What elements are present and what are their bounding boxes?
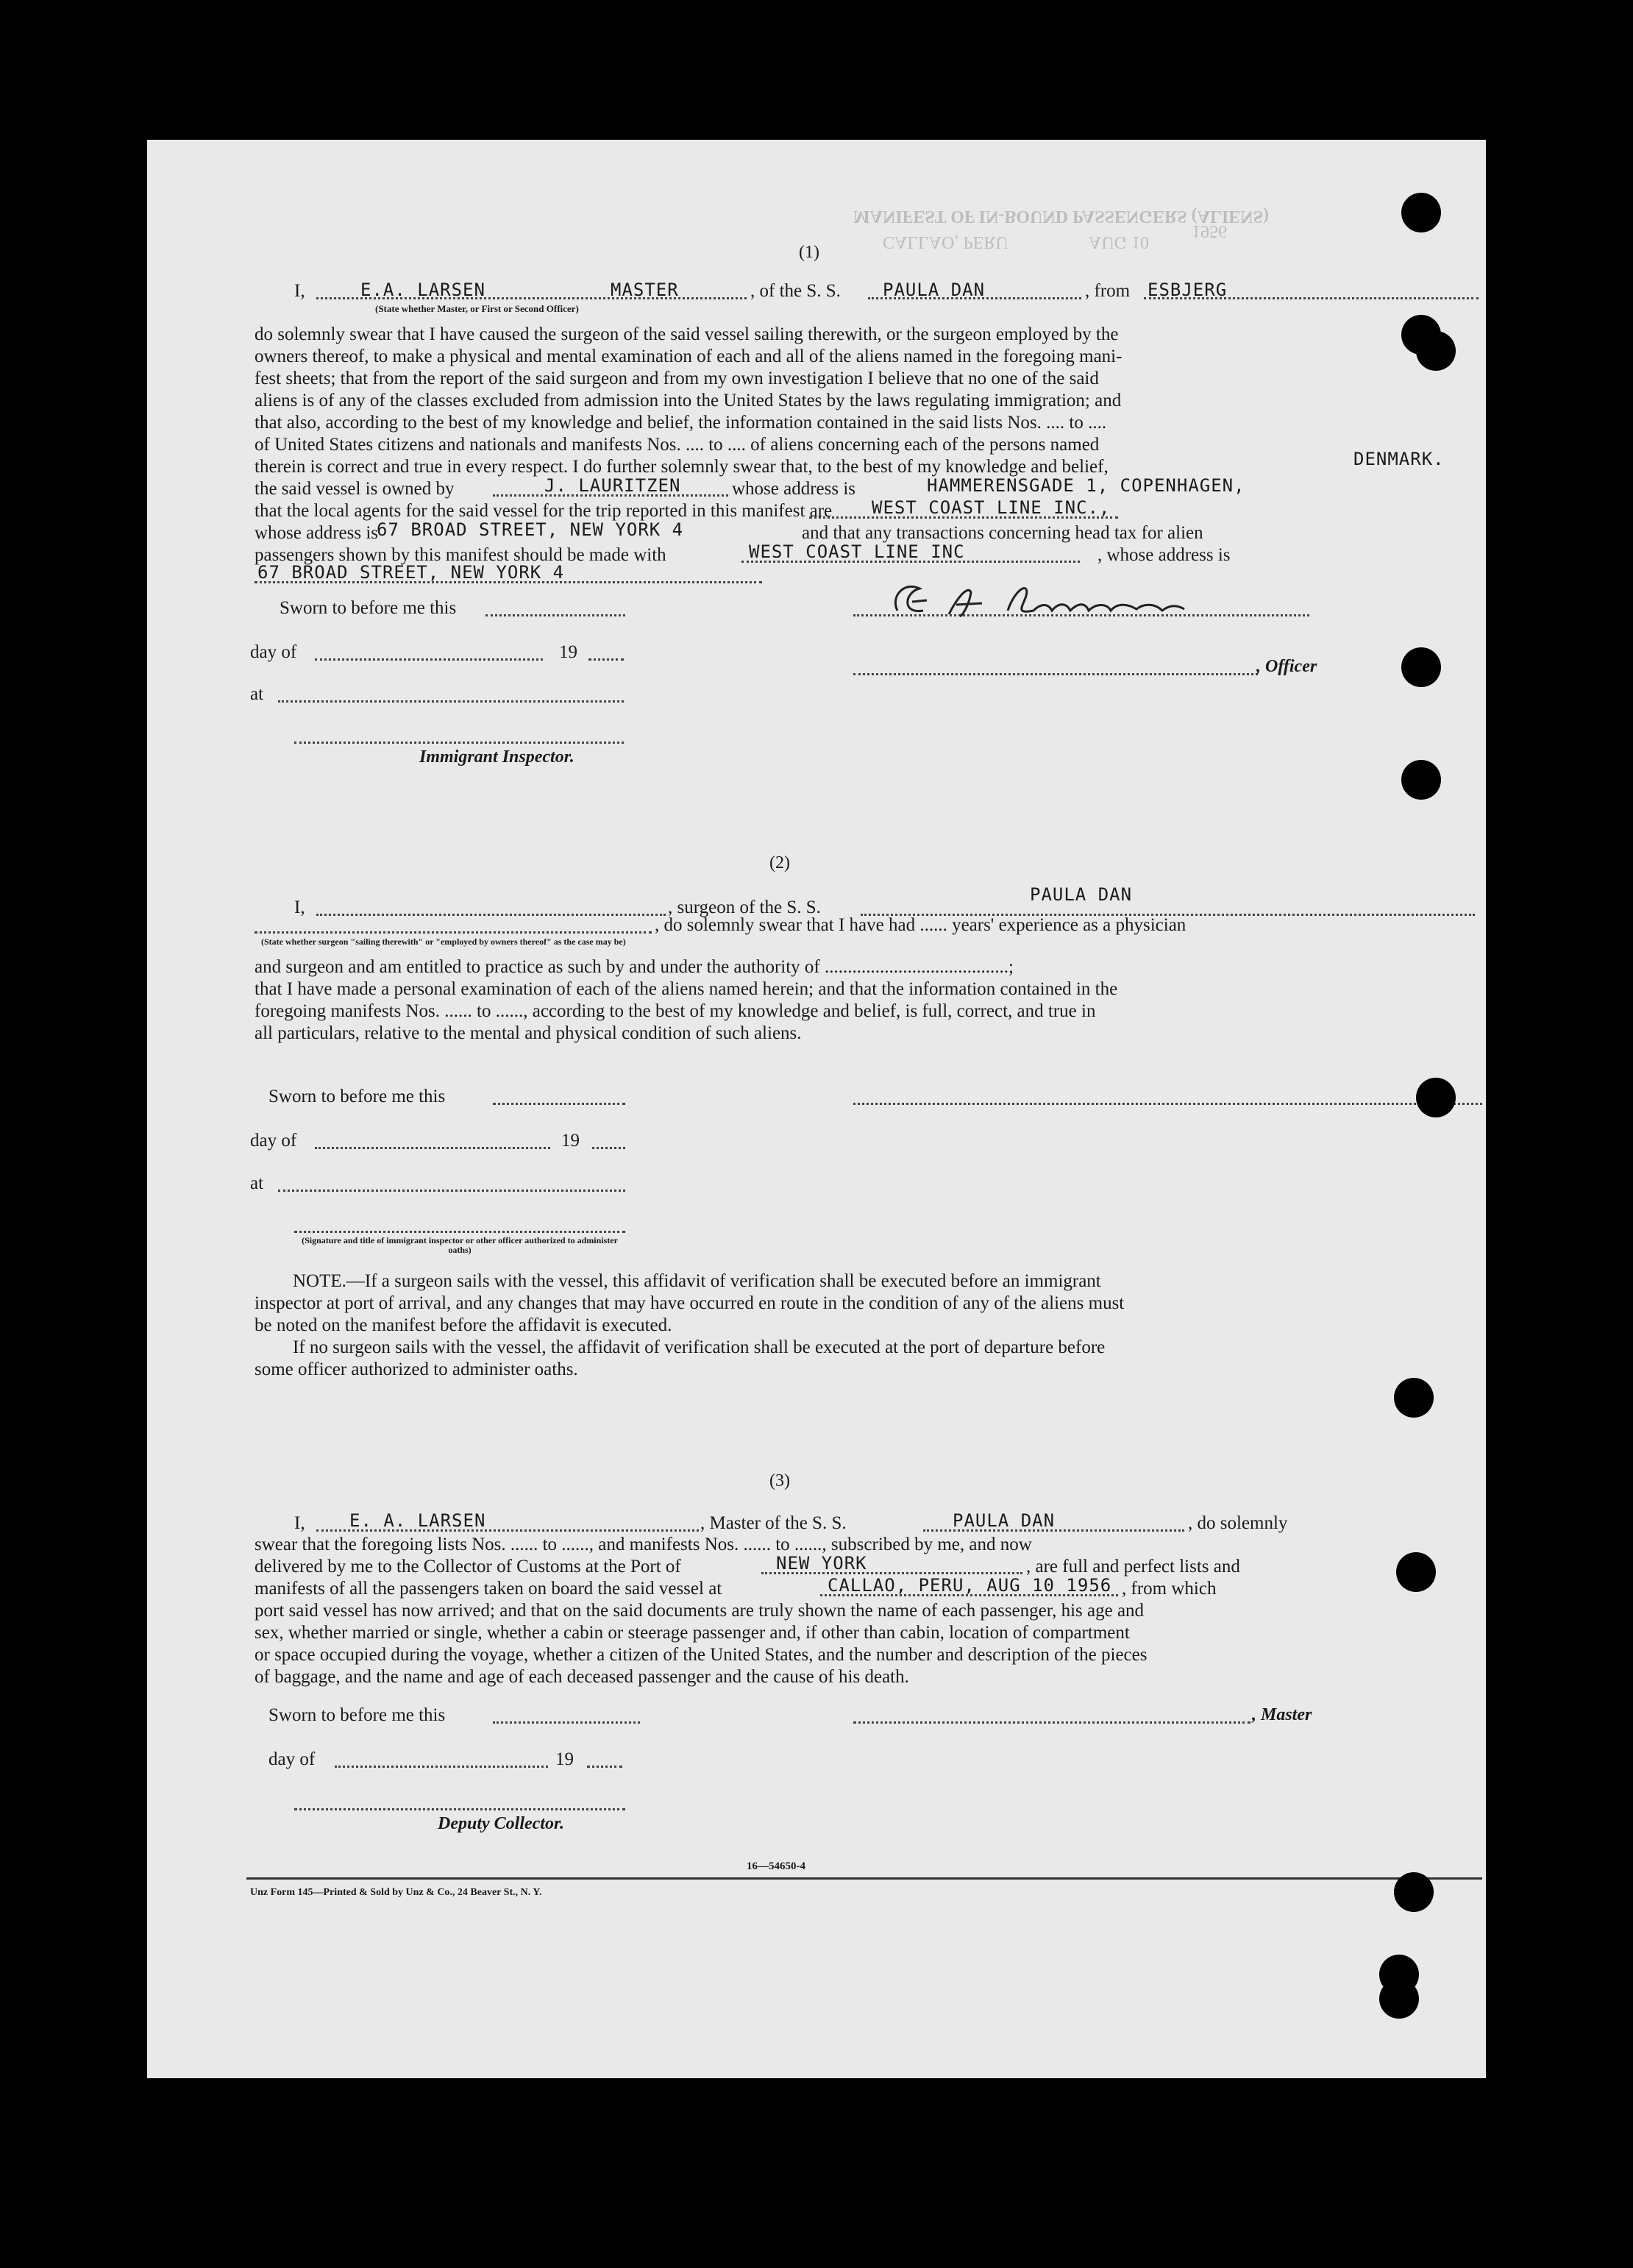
s1-whose-address-end: , whose address is xyxy=(1097,545,1231,565)
s2-inspector-line xyxy=(294,1231,625,1233)
bleed-through-port: CALLAO, PERU xyxy=(883,232,1008,252)
s1-master-name: E.A. LARSEN xyxy=(360,280,485,300)
footer-imprint: Unz Form 145—Printed & Sold by Unz & Co., 24 Beaver St., N. Y. xyxy=(250,1887,542,1898)
s1-i: I, xyxy=(294,281,305,301)
s1-owned-by-label: the said vessel is owned by xyxy=(255,479,455,499)
s1-inspector: Immigrant Inspector. xyxy=(419,747,574,767)
bleed-through-header: MANIFEST OF IN-BOUND PASSENGERS (ALIENS) xyxy=(853,207,1269,226)
s1-of-ss: , of the S. S. xyxy=(750,281,841,301)
s3-delivered: delivered by me to the Collector of Customs at the Port of xyxy=(255,1557,681,1576)
footer-rule xyxy=(246,1877,1482,1880)
s3-master-of: , Master of the S. S. xyxy=(700,1513,847,1533)
s2-state-note: (State whether surgeon "sailing therewith" or "employed by owners thereof" as the case may be) xyxy=(261,936,626,947)
s1-at-line xyxy=(278,700,624,703)
s1-head-tax-text: and that any transactions concerning head tax for alien xyxy=(802,523,1203,543)
s2-signature-note: (Signature and title of immigrant inspector or other officer authorized to administer oaths) xyxy=(302,1235,618,1255)
s2-note-line: some officer authorized to administer oaths. xyxy=(255,1359,578,1379)
s1-agent-address-label: whose address is xyxy=(255,523,379,543)
s3-line2: swear that the foregoing lists Nos. ...... to ......, and manifests Nos. ...... to ......, subscribed by me, and now xyxy=(255,1535,1032,1554)
punch-hole xyxy=(1394,1378,1434,1418)
s1-owner-address: HAMMERENSGADE 1, COPENHAGEN, xyxy=(927,475,1245,496)
s3-vessel: PAULA DAN xyxy=(953,1510,1056,1531)
s2-signature-line xyxy=(853,1103,1482,1105)
s2-day-line xyxy=(315,1147,550,1149)
s1-day-line xyxy=(315,658,543,661)
s3-manifests-end: , from which xyxy=(1122,1579,1217,1599)
s1-year-line xyxy=(588,658,624,661)
s2-vessel: PAULA DAN xyxy=(1030,884,1133,905)
s1-inspector-line xyxy=(294,742,624,744)
s2-day-of: day of xyxy=(250,1131,297,1151)
punch-hole xyxy=(1394,1872,1434,1912)
document-sheet xyxy=(147,140,1486,2078)
s2-at: at xyxy=(250,1173,264,1193)
s1-line: aliens is of any of the classes excluded from admission into the United States by the laws regulating immigration; and xyxy=(255,391,1122,410)
punch-hole xyxy=(1401,193,1441,232)
s2-type-line xyxy=(255,931,652,934)
section-3-number: (3) xyxy=(769,1471,790,1490)
s1-line: of United States citizens and nationals and manifests Nos. .... to .... of aliens concerning each of the persons named xyxy=(255,435,1100,455)
s3-master-sign-line xyxy=(853,1721,1250,1724)
bleed-through-date: AUG 10 xyxy=(1089,232,1149,252)
s1-vessel: PAULA DAN xyxy=(883,280,986,300)
s2-line: that I have made a personal examination of each of the aliens named herein; and that the information contained in the xyxy=(255,979,1118,999)
s3-manifests: manifests of all the passengers taken on board the said vessel at xyxy=(255,1579,722,1599)
s1-officer-line xyxy=(853,673,1258,675)
s3-line: or space occupied during the voyage, whether a citizen of the United States, and the number and description of the pieces xyxy=(255,1645,1148,1665)
section-1-number: (1) xyxy=(799,243,819,262)
s1-whose-address: whose address is xyxy=(732,479,856,499)
s1-from: , from xyxy=(1085,281,1131,301)
s2-line: all particulars, relative to the mental and physical condition of such aliens. xyxy=(255,1023,802,1043)
punch-hole xyxy=(1416,331,1456,371)
s1-line: therein is correct and true in every respect. I do further solemnly swear that, to the best of my knowledge and belief, xyxy=(255,457,1109,477)
s2-line: foregoing manifests Nos. ...... to ......, according to the best of my knowledge and belief, is full, correct, and true in xyxy=(255,1001,1096,1021)
s1-year: 19 xyxy=(559,642,577,662)
s1-passengers-text: passengers shown by this manifest should be made with xyxy=(255,545,666,565)
s2-year-line xyxy=(592,1147,625,1149)
s1-agents-label: that the local agents for the said vessel for the trip reported in this manifest are xyxy=(255,501,833,521)
s2-note-line: NOTE.—If a surgeon sails with the vessel, this affidavit of verification shall be executed before an immigrant xyxy=(293,1271,1101,1291)
s2-note xyxy=(255,1270,1487,1381)
s2-swear-text: , do solemnly swear that I have had ...... years' experience as a physician xyxy=(655,915,1186,935)
s1-head-tax-address: 67 BROAD STREET, NEW YORK 4 xyxy=(257,562,565,583)
s3-year: 19 xyxy=(555,1749,574,1769)
s3-deputy-line xyxy=(294,1808,625,1810)
s3-master-label: , Master xyxy=(1252,1705,1312,1724)
s3-line: sex, whether married or single, whether a cabin or steerage passenger and, if other than cabin, location of compartment xyxy=(255,1623,1130,1643)
s1-from-port: ESBJERG xyxy=(1148,280,1228,300)
s1-line: owners thereof, to make a physical and mental examination of each and all of the aliens named in the foregoing mani- xyxy=(255,346,1123,366)
s3-solemnly: , do solemnly xyxy=(1188,1513,1288,1533)
s1-paragraph xyxy=(255,324,1487,478)
s2-year: 19 xyxy=(561,1131,580,1151)
s1-line: fest sheets; that from the report of the said surgeon and from my own investigation I believe that no one of the said xyxy=(255,369,1099,388)
s3-deputy: Deputy Collector. xyxy=(438,1814,564,1833)
s2-at-line xyxy=(278,1190,625,1192)
punch-hole xyxy=(1379,1979,1419,2019)
s3-delivered-end: , are full and perfect lists and xyxy=(1026,1557,1240,1576)
punch-hole xyxy=(1396,1552,1436,1592)
s2-i: I, xyxy=(294,897,305,917)
s2-sworn: Sworn to before me this xyxy=(268,1087,446,1106)
s3-line: port said vessel has now arrived; and that on the said documents are truly shown the name of each passenger, his age and xyxy=(255,1601,1145,1621)
s3-day-of: day of xyxy=(268,1749,316,1769)
s3-master-name: E. A. LARSEN xyxy=(349,1510,486,1531)
section-2-number: (2) xyxy=(769,853,790,872)
s1-sworn: Sworn to before me this xyxy=(280,598,457,618)
s1-owner: J. LAURITZEN xyxy=(544,475,681,496)
punch-hole xyxy=(1401,647,1441,687)
s3-form-code: 16—54650-4 xyxy=(747,1860,805,1872)
s2-note-line: be noted on the manifest before the affidavit is executed. xyxy=(255,1315,672,1335)
s2-name-line xyxy=(316,914,666,916)
s1-agent-address: 67 BROAD STREET, NEW YORK 4 xyxy=(377,519,684,540)
s2-sworn-line xyxy=(493,1103,625,1105)
s3-port: NEW YORK xyxy=(776,1553,867,1574)
s1-state-note: (State whether Master, or First or Second Officer) xyxy=(375,303,579,314)
s2-paragraph xyxy=(255,956,1487,1045)
s1-day-of: day of xyxy=(250,642,297,662)
s1-sworn-line xyxy=(485,614,625,616)
s3-i: I, xyxy=(294,1513,305,1533)
s1-owner-country: DENMARK. xyxy=(1353,449,1445,469)
s1-at: at xyxy=(250,684,264,704)
s1-line: do solemnly swear that I have caused the surgeon of the said vessel sailing therewith, or the surgeon employed by the xyxy=(255,324,1119,344)
s1-agents: WEST COAST LINE INC., xyxy=(872,497,1111,518)
s2-surgeon-of: , surgeon of the S. S. xyxy=(668,897,821,917)
bleed-through-year: 1956 xyxy=(1192,221,1227,241)
s1-head-tax-agent: WEST COAST LINE INC xyxy=(749,541,965,562)
s2-note-line: If no surgeon sails with the vessel, the affidavit of verification shall be executed at the port of departure before xyxy=(293,1337,1106,1357)
s1-master-title: MASTER xyxy=(611,280,679,300)
punch-hole xyxy=(1401,760,1441,800)
s1-officer: , Officer xyxy=(1256,657,1317,676)
s2-note-line: inspector at port of arrival, and any changes that may have occurred en route in the condition of any of the aliens must xyxy=(255,1293,1125,1313)
punch-hole xyxy=(1416,1078,1456,1117)
s3-line: of baggage, and the name and age of each deceased passenger and the cause of his death. xyxy=(255,1667,909,1687)
s3-day-line xyxy=(335,1766,548,1768)
s1-line: that also, according to the best of my knowledge and belief, the information contained in the said lists Nos. .... to .... xyxy=(255,413,1107,433)
s1-signature xyxy=(883,574,1265,633)
s3-departure: CALLAO, PERU, AUG 10 1956 xyxy=(828,1575,1112,1596)
s3-sworn-line xyxy=(493,1721,640,1724)
s3-paragraph xyxy=(255,1600,1487,1688)
s2-line: and surgeon and am entitled to practice as such by and under the authority of ........................................; xyxy=(255,957,1014,977)
s3-sworn: Sworn to before me this xyxy=(268,1705,446,1725)
s3-year-line xyxy=(587,1766,622,1768)
